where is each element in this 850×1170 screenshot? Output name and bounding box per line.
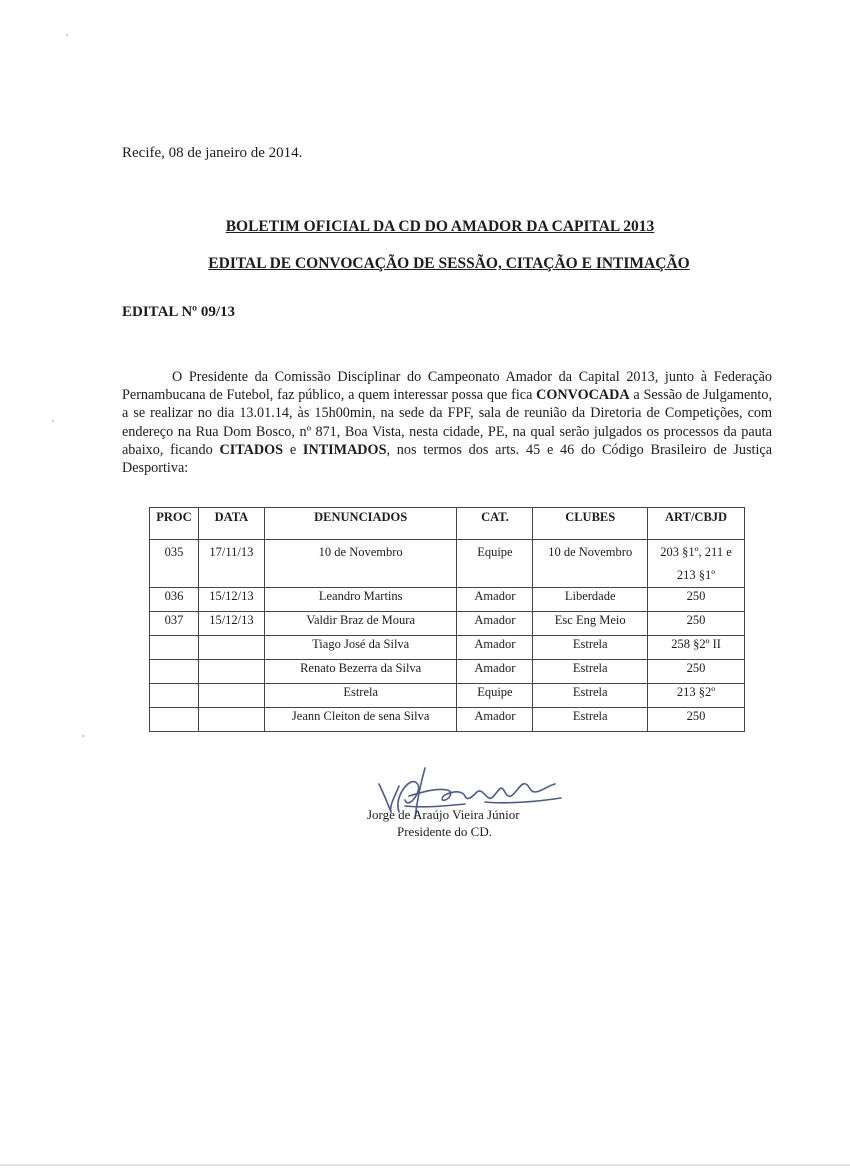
cell-data (198, 636, 264, 660)
cell-proc (150, 636, 199, 660)
cell-art-line-2: 213 §1º (676, 568, 716, 582)
citados-emphasis: CITADOS (219, 441, 284, 458)
cell-clubes: Estrela (533, 708, 648, 732)
signatory-name: Jorge de Araújo Vieira Júnior (367, 807, 520, 822)
table-header-row (150, 508, 745, 540)
cell-denunciados: Leandro Martins (264, 588, 457, 612)
cell-clubes: Estrela (533, 636, 648, 660)
signatory-role: Presidente do CD. (397, 824, 492, 839)
cell-proc (150, 684, 199, 708)
cell-denunciados: Valdir Braz de Moura (264, 612, 457, 636)
intimados-emphasis: INTIMADOS (302, 441, 387, 458)
cell-cat: Amador (457, 708, 533, 732)
cell-data (198, 684, 264, 708)
header-proc: PROC (150, 508, 199, 540)
cell-art: 213 §2º (648, 684, 745, 708)
scan-edge (0, 1164, 850, 1166)
cell-art (648, 540, 745, 588)
cell-proc (150, 660, 199, 684)
scan-speck (82, 735, 84, 737)
body-paragraph (122, 368, 772, 477)
body-conjunction: e (283, 441, 303, 458)
cell-art: 250 (648, 588, 745, 612)
body-part-2: a Sessão de Julgamento, a se realizar no dia 13.01.14, às 15h00min, na sede da FPF, sala de reunião da Diretoria de Competições, com endereço na Rua Dom Bosco, nº 871, Boa Vista, nesta cidade, PE, na qual serão julgados os processos da pauta abaixo, ficando (122, 387, 773, 458)
cell-denunciados: Renato Bezerra da Silva (264, 660, 457, 684)
cell-cat: Equipe (457, 540, 533, 588)
table-row (150, 708, 745, 732)
cell-data: 17/11/13 (198, 540, 264, 588)
cell-clubes: Estrela (533, 684, 648, 708)
cell-clubes: Esc Eng Meio (533, 612, 648, 636)
cell-proc: 036 (150, 588, 199, 612)
body-part-3: , nos termos dos arts. 45 e 46 do Código Brasileiro de Justiça Desportiva: (122, 441, 773, 477)
header-cat: CAT. (457, 508, 533, 540)
table-row (150, 660, 745, 684)
edital-number: EDITAL Nº 09/13 (122, 304, 236, 320)
cell-art: 250 (648, 660, 745, 684)
body-part-1: O Presidente da Comissão Disciplinar do Campeonato Amador da Capital 2013, junto à Federação Pernambucana de Futebol, faz público, a quem interessar possa que fica (122, 369, 772, 404)
cell-art: 258 §2º II (648, 636, 745, 660)
scan-speck (52, 420, 54, 422)
cell-data: 15/12/13 (198, 588, 264, 612)
cell-denunciados: 10 de Novembro (264, 540, 457, 588)
header-art: ART/CBJD (648, 508, 745, 540)
cell-data (198, 660, 264, 684)
agenda-table (149, 507, 745, 732)
cell-cat: Amador (457, 636, 533, 660)
cell-art: 250 (648, 708, 745, 732)
cell-clubes: Estrela (533, 660, 648, 684)
cell-proc (150, 708, 199, 732)
header-denunciados: DENUNCIADOS (264, 508, 457, 540)
table-row (150, 636, 745, 660)
header-clubes: CLUBES (533, 508, 648, 540)
table-row (150, 540, 745, 588)
table-row (150, 588, 745, 612)
cell-cat: Amador (457, 588, 533, 612)
cell-cat: Equipe (457, 684, 533, 708)
cell-data: 15/12/13 (198, 612, 264, 636)
cell-denunciados: Estrela (264, 684, 457, 708)
edital-title: EDITAL DE CONVOCAÇÃO DE SESSÃO, CITAÇÃO E INTIMAÇÃO (208, 255, 690, 272)
cell-clubes: Liberdade (533, 588, 648, 612)
cell-denunciados: Tiago José da Silva (264, 636, 457, 660)
table-row (150, 684, 745, 708)
cell-proc: 037 (150, 612, 199, 636)
cell-cat: Amador (457, 612, 533, 636)
cell-art-line-1: 203 §1º, 211 e (660, 545, 732, 559)
table-row (150, 612, 745, 636)
convocada-emphasis: CONVOCADA (536, 387, 630, 404)
cell-data (198, 708, 264, 732)
cell-cat: Amador (457, 660, 533, 684)
bulletin-title: BOLETIM OFICIAL DA CD DO AMADOR DA CAPITAL 2013 (225, 218, 655, 235)
header-data: DATA (198, 508, 264, 540)
cell-art: 250 (648, 612, 745, 636)
cell-proc: 035 (150, 540, 199, 588)
cell-clubes: 10 de Novembro (533, 540, 648, 588)
scan-speck (66, 34, 68, 36)
cell-denunciados: Jeann Cleiton de sena Silva (264, 708, 457, 732)
date-line: Recife, 08 de janeiro de 2014. (122, 145, 303, 161)
